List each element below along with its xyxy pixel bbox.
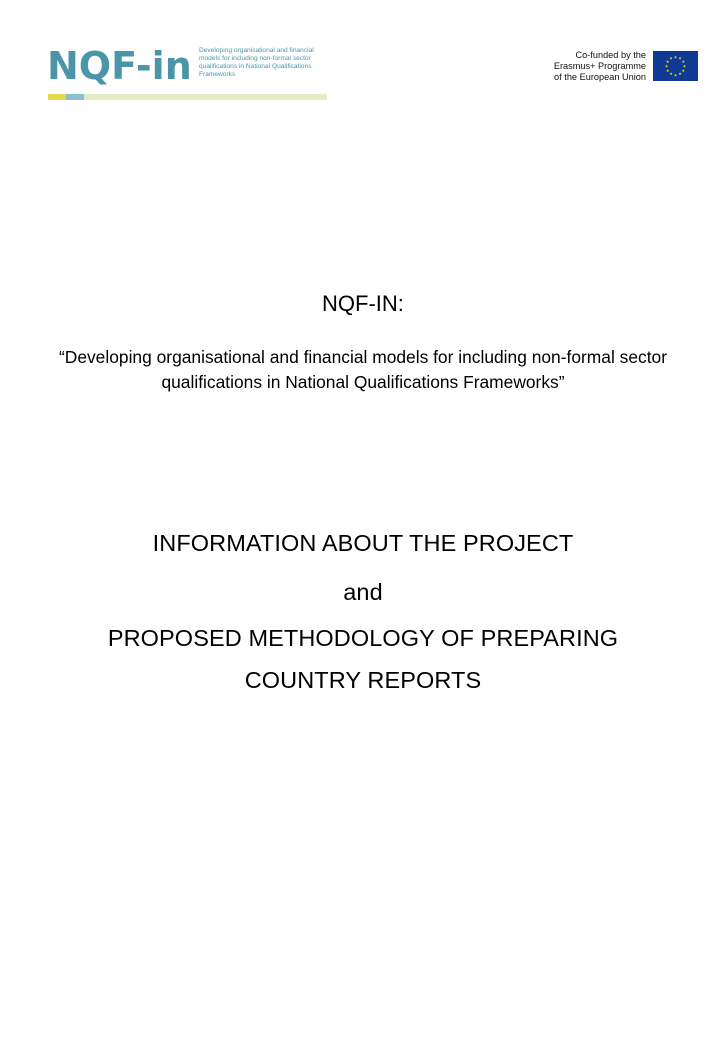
eu-flag-star-icon: ★ [678, 55, 682, 61]
document-subtitle: “Developing organisational and financial models for including non-formal sector qualifications in National Qualifications Frameworks” [58, 347, 668, 392]
eu-text-line-3: of the European Union [554, 72, 646, 82]
eu-flag-star-icon: ★ [678, 71, 682, 77]
logo-color-bar [48, 94, 327, 100]
nqf-in-tagline: Developing organisational and financial models for including non-formal sector qualifications in National Qualifications Frameworks [199, 47, 314, 78]
eu-cofunding-text [554, 50, 646, 83]
eu-flag-star-icon: ★ [681, 58, 686, 64]
eu-cofunding-logo [545, 49, 698, 83]
eu-flag-star-icon: ★ [669, 55, 673, 61]
heading-line-1: INFORMATION ABOUT THE PROJECT [152, 530, 574, 556]
eu-flag-star-icon: ★ [681, 67, 686, 73]
heading-line-2: and [343, 579, 383, 605]
eu-flag-star-icon: ★ [665, 58, 670, 64]
eu-flag-star-icon: ★ [664, 63, 669, 69]
eu-text-line-1: Co-funded by the [575, 50, 646, 60]
eu-flag-star-icon: ★ [669, 71, 673, 77]
logo-bar-green-segment [84, 94, 327, 100]
eu-flag-star-icon: ★ [673, 54, 678, 60]
heading-line-3: PROPOSED METHODOLOGY OF PREPARING [107, 625, 619, 651]
document-short-title: NQF-IN: [322, 291, 404, 316]
eu-flag-star-icon: ★ [682, 63, 687, 69]
logo-bar-blue-segment [66, 94, 84, 100]
eu-flag-icon [653, 51, 698, 81]
eu-flag-star-icon: ★ [665, 67, 670, 73]
nqf-in-logo [47, 44, 328, 102]
eu-flag-star-icon: ★ [673, 72, 678, 78]
logo-bar-yellow-segment [48, 94, 66, 100]
eu-text-line-2: Erasmus+ Programme [553, 61, 646, 71]
nqf-in-wordmark: NQF-in [47, 44, 192, 88]
heading-line-4: COUNTRY REPORTS [244, 667, 482, 693]
